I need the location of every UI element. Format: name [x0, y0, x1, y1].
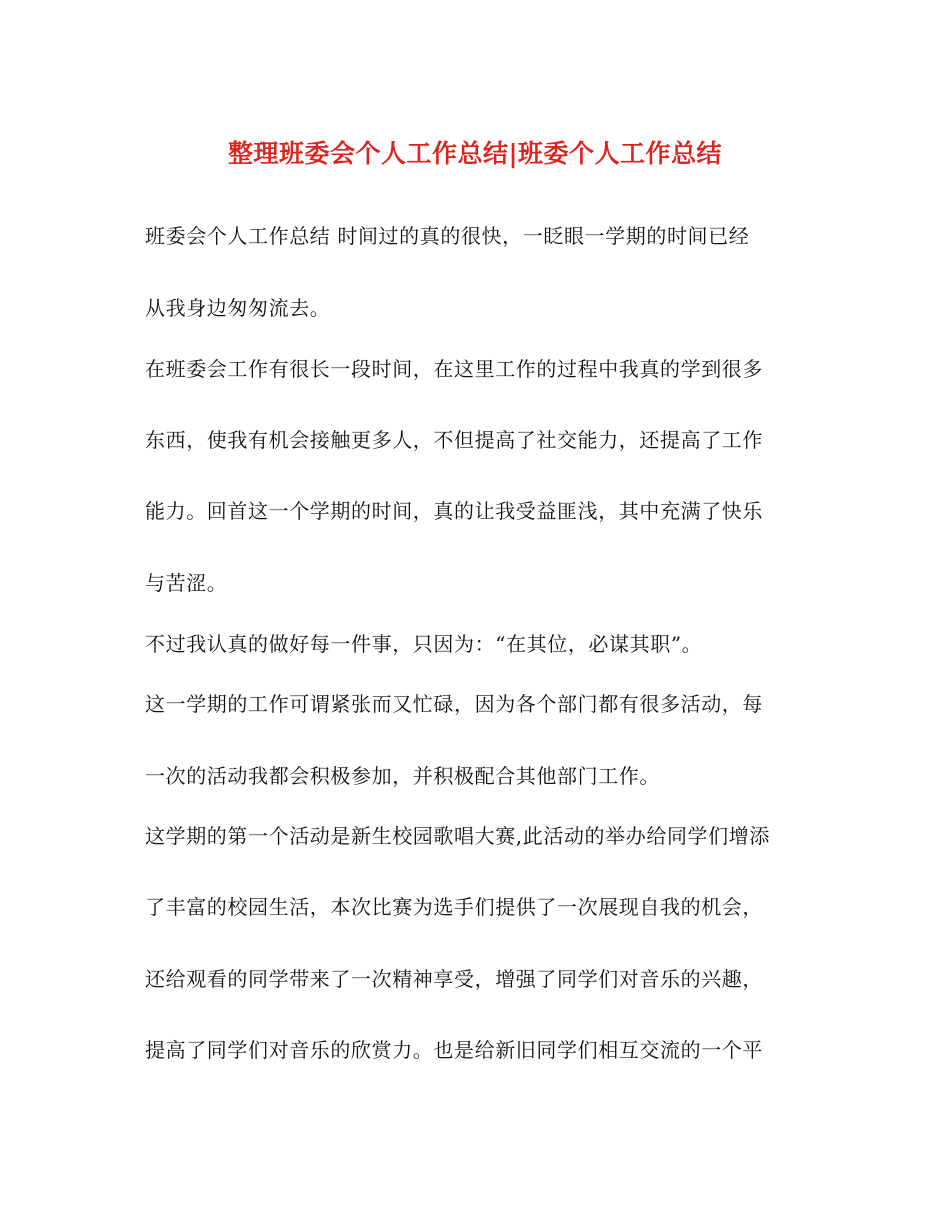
- body-line: 一次的活动我都会积极参加，并积极配合其他部门工作。: [145, 764, 660, 788]
- body-line: 与苦涩。: [145, 571, 228, 595]
- body-line: 这学期的第一个活动是新生校园歌唱大赛,此活动的举办给同学们增添: [145, 824, 770, 848]
- body-line: 了丰富的校园生活，本次比赛为选手们提供了一次展现自我的机会，: [145, 895, 763, 919]
- body-line: 还给观看的同学带来了一次精神享受，增强了同学们对音乐的兴趣，: [145, 967, 763, 991]
- body-line: 不过我认真的做好每一件事，只因为：“在其位，必谋其职”。: [145, 632, 703, 656]
- body-line: 东西，使我有机会接触更多人，不但提高了社交能力，还提高了工作: [145, 428, 763, 452]
- body-line: 在班委会工作有很长一段时间，在这里工作的过程中我真的学到很多: [145, 357, 763, 381]
- body-line: 这一学期的工作可谓紧张而又忙碌，因为各个部门都有很多活动，每: [145, 692, 763, 716]
- document-title: 整理班委会个人工作总结|班委个人工作总结: [227, 139, 723, 168]
- body-line: 能力。回首这一个学期的时间，真的让我受益匪浅，其中充满了快乐: [145, 499, 763, 523]
- body-line: 班委会个人工作总结 时间过的真的很快，一眨眼一学期的时间已经: [145, 224, 750, 248]
- body-line: 提高了同学们对音乐的欣赏力。也是给新旧同学们相互交流的一个平: [145, 1038, 763, 1062]
- body-line: 从我身边匆匆流去。: [145, 296, 331, 320]
